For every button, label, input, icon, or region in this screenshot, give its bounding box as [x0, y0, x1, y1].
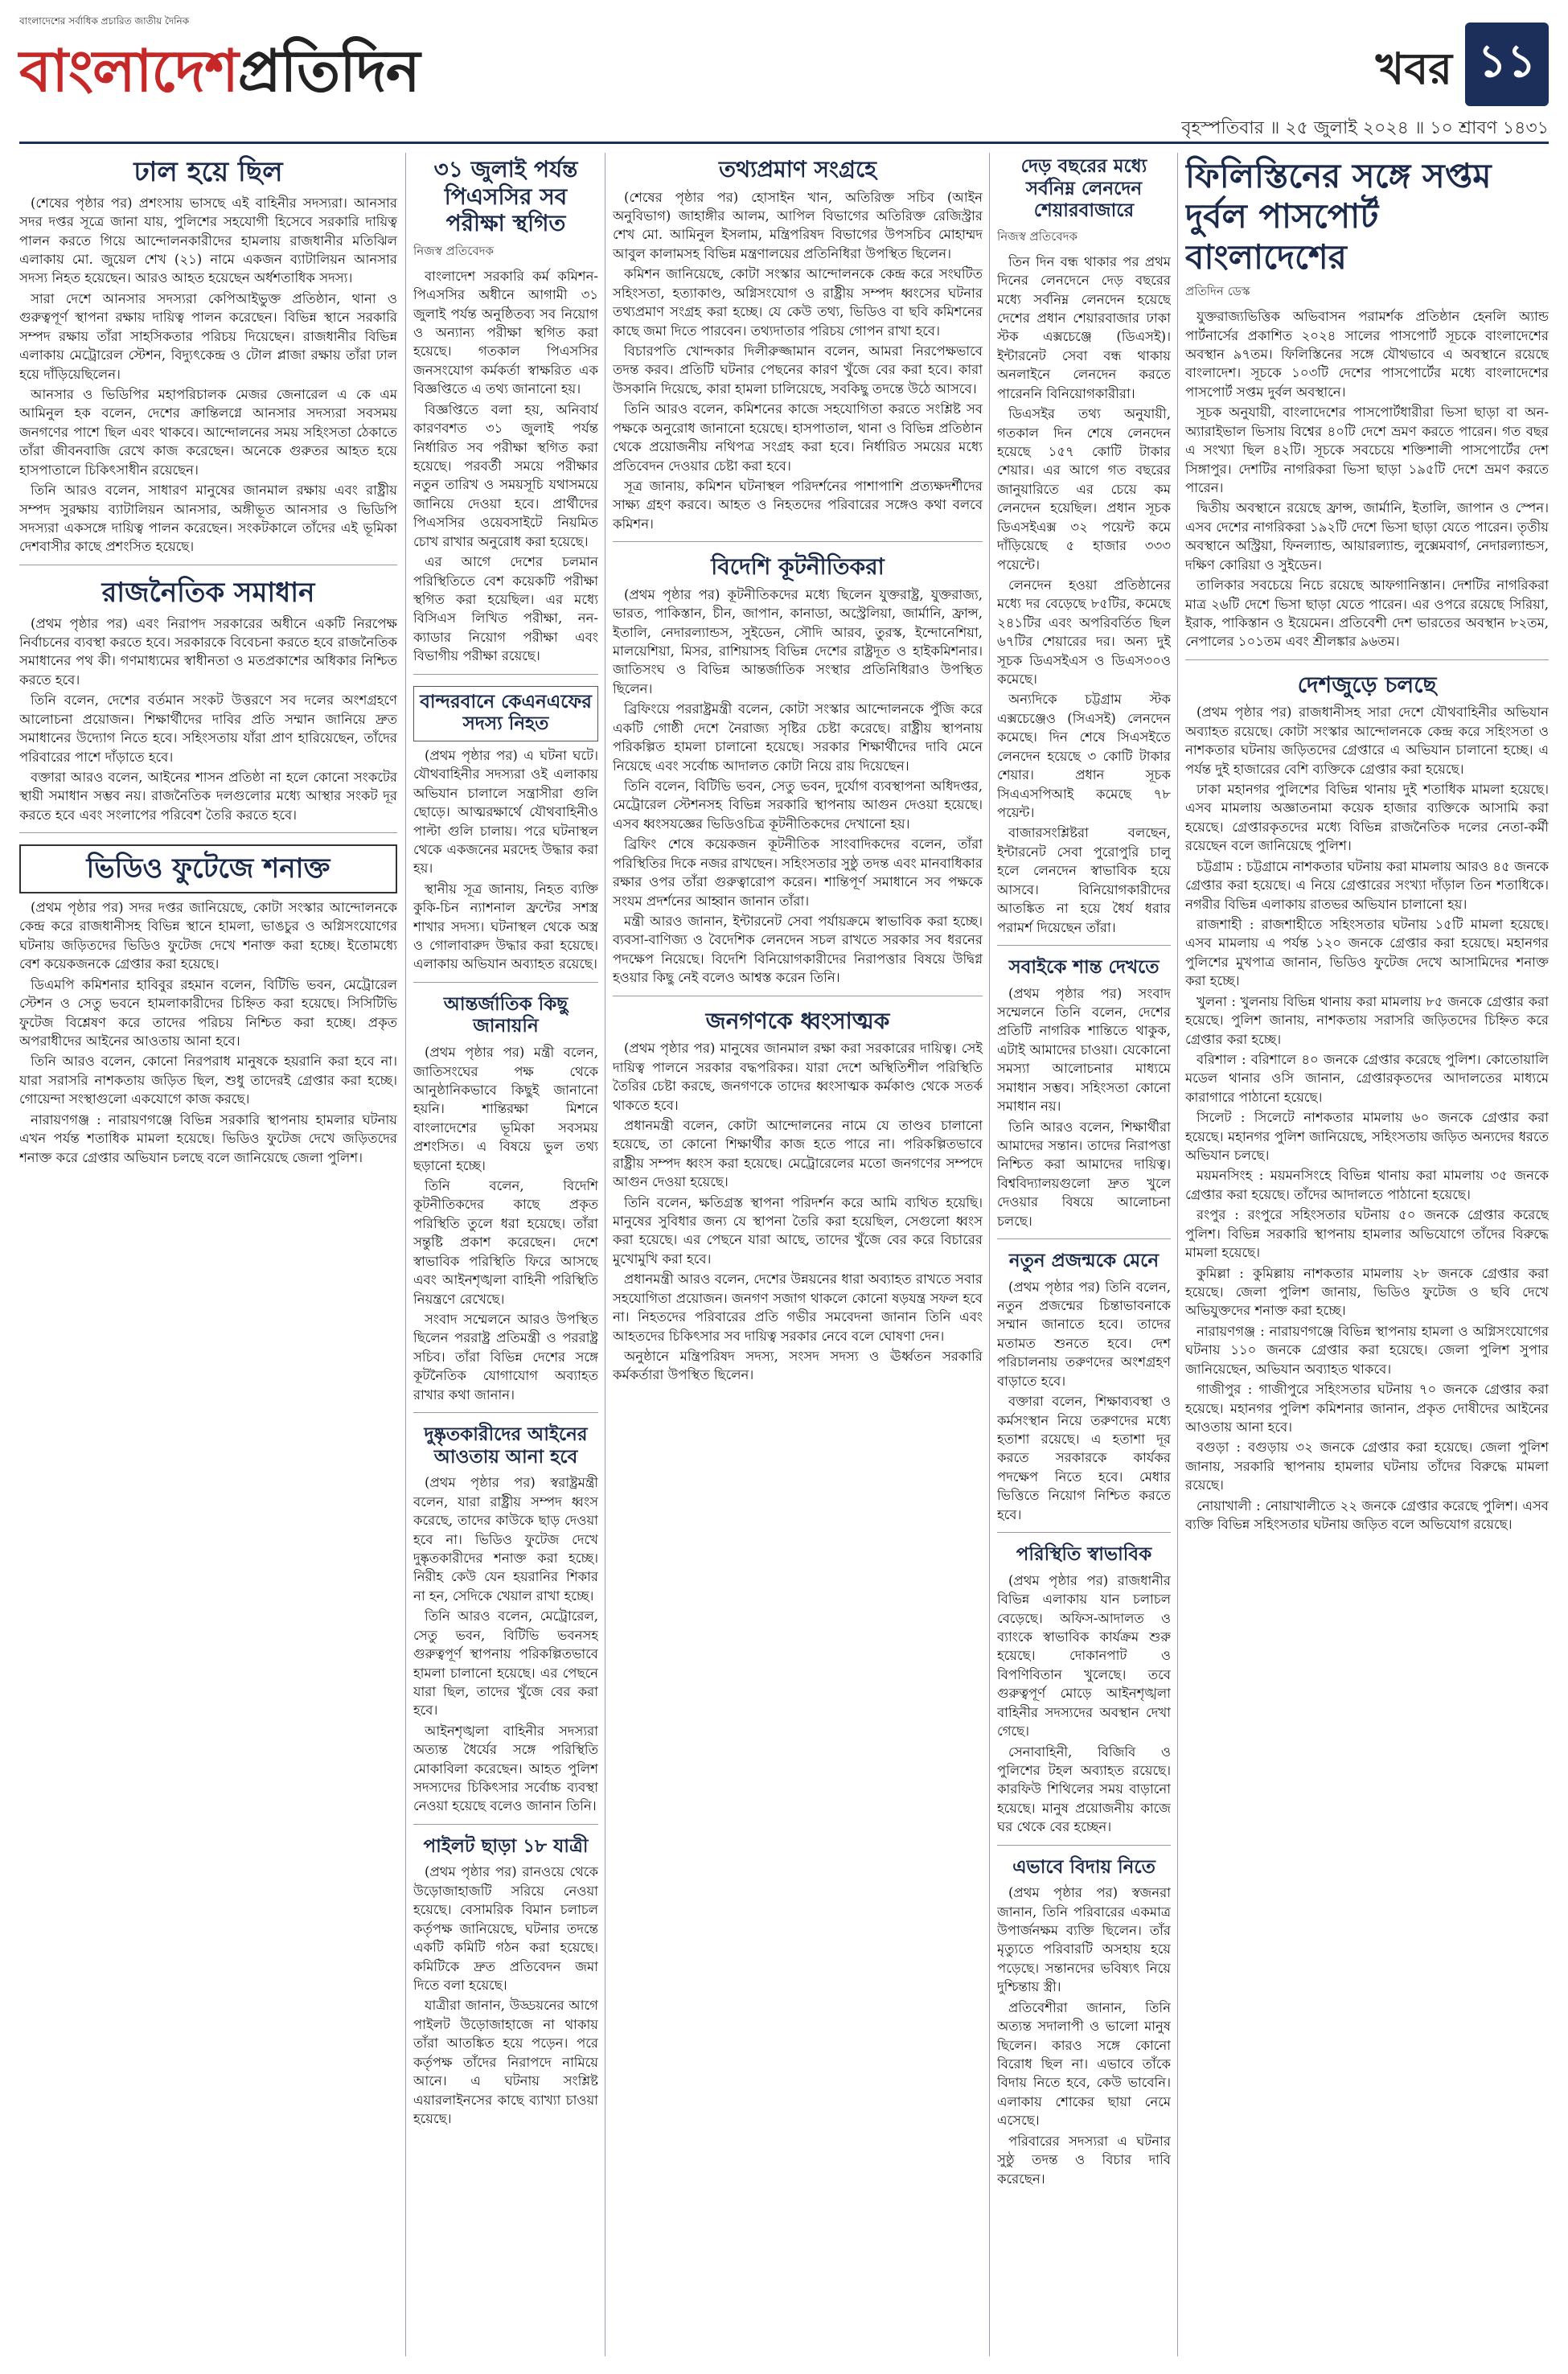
article-body [413, 746, 598, 974]
paragraph: তিনি বলেন, বিটিভি ভবন, সেতু ভবন, দুর্যোগ ব্যবস্থাপনা অধিদপ্তর, মেট্রোরেল স্টেশনসহ বিভিন্ন সরকারি স্থাপনায় আগুন দেওয়া হয়েছে। এসব ধ্বংসযজ্ঞের ভিডিওচিত্র কূটনীতিকদের দেখানো হয়। [613, 778, 983, 832]
paragraph: তিনি আরও বলেন, সাধারণ মানুষের জানমাল রক্ষায় এবং রাষ্ট্রীয় সম্পদ সুরক্ষায় ব্যাটালিয়ন আনসার, অঙ্গীভূত আনসার ও ভিডিপি সদস্যরা একসঙ্গে দায়িত্ব পালন করেছেন। সংকটকালে তাঁদের এই ভূমিকা দেশবাসীর কাছে প্রশংসিত হয়েছে। [19, 483, 397, 555]
article-body [997, 253, 1171, 937]
paragraph: অনুষ্ঠানে মন্ত্রিপরিষদ সদস্য, সংসদ সদস্য ও ঊর্ধ্বতন সরকারি কর্মকর্তারা উপস্থিত ছিলেন। [613, 1348, 983, 1383]
article-headline: ফিলিস্তিনের সঙ্গে সপ্তম দুর্বল পাসপোর্ট বাংলাদেশের [1185, 156, 1492, 277]
paragraph: তালিকার সবচেয়ে নিচে রয়েছে আফগানিস্তান। দেশটির নাগরিকরা মাত্র ২৬টি দেশে ভিসা ছাড়া যেতে পারেন। এর ওপরে রয়েছে সিরিয়া, ইরাক, পাকিস্তান ও ইয়েমেন। প্রতিবেশী দেশ ভারতের অবস্থান ৮২তম, নেপালের ১০১তম এবং শ্রীলঙ্কার ৯৬তম। [1185, 577, 1549, 650]
logo-part-1: বাংলাদেশ [19, 37, 238, 105]
article-headline: বান্দরবানে কেএনএফের সদস্য নিহত [413, 686, 598, 741]
paragraph: তিনি আরও বলেন, কোনো নিরপরাধ মানুষকে হয়রানি করা হবে না। যারা সরাসরি নাশকতায় জড়িত ছিল, শুধু তাদেরই গ্রেপ্তার করা হচ্ছে। গোয়েন্দা সংস্থাগুলো একযোগে কাজ করছে। [19, 1054, 397, 1107]
paragraph: (প্রথম পৃষ্ঠার পর) সদর দপ্তর জানিয়েছে, কোটা সংস্কার আন্দোলনকে কেন্দ্র করে রাজধানীসহ বিভিন্ন স্থানে হামলা, ভাঙচুর ও অগ্নিসংযোগের ঘটনায় জড়িতদের ভিডিও ফুটেজ দেখে শনাক্ত করা হচ্ছে। ইতোমধ্যে বেশ কয়েকজনকে গ্রেপ্তার করা হয়েছে। [19, 900, 397, 972]
article-body [1185, 703, 1549, 1534]
article-headline: দেশজুড়ে চলছে [1297, 671, 1437, 698]
paragraph: (প্রথম পৃষ্ঠার পর) এ ঘটনা ঘটে। যৌথবাহিনীর সদস্যরা ওই এলাকায় অভিযান চালালে সন্ত্রাসীরা গুলি ছোড়ে। আত্মরক্ষার্থে যৌথবাহিনীও পাল্টা গুলি চালায়। পরে ঘটনাস্থল থেকে একজনের মরদেহ উদ্ধার করা হয়। [413, 747, 598, 877]
article-headline: দুষ্কৃতকারীদের আইনের আওতায় আনা হবে [424, 1424, 588, 1468]
paragraph: বিচারপতি খোন্দকার দিলীরুজ্জামান বলেন, আমরা নিরপেক্ষভাবে তদন্ত করব। প্রতিটি ঘটনার পেছনের কারণ খুঁজে বের করা হবে। কারা উসকানি দিয়েছে, কারা হামলা চালিয়েছে, সবকিছু তদন্তে উঠে আসবে। [613, 343, 983, 396]
paragraph: চট্টগ্রাম : চট্টগ্রামে নাশকতার ঘটনায় করা মামলায় আরও ৪৫ জনকে গ্রেপ্তার করা হয়েছে। এ নিয়ে গ্রেপ্তারের সংখ্যা দাঁড়াল তিন শতাধিকে। নগরীর বিভিন্ন এলাকায় রাতভর অভিযান চালানো হয়। [1185, 858, 1549, 912]
article-byline: নিজস্ব প্রতিবেদক [413, 243, 495, 258]
masthead-page-info [1307, 23, 1549, 119]
paragraph: প্রধানমন্ত্রী বলেন, কোটা আন্দোলনের নামে যে তাণ্ডব চালানো হয়েছে, তা কোনো শিক্ষার্থীর কাজ হতে পারে না। পরিকল্পিতভাবে রাষ্ট্রীয় সম্পদ ধ্বংস করা হয়েছে। মেট্রোরেলের মতো জনগণের সম্পদে আগুন দেওয়া হয়েছে। [613, 1117, 983, 1190]
masthead-tagline: বাংলাদেশের সর্বাধিক প্রচারিত জাতীয় দৈনিক [19, 15, 190, 27]
paragraph: ঢাকা মহানগর পুলিশের বিভিন্ন থানায় দুই শতাধিক মামলা হয়েছে। এসব মামলায় অজ্ঞাতনামা কয়েক হাজার ব্যক্তিকে আসামি করা হয়েছে। গ্রেপ্তারকৃতদের মধ্যে বিভিন্ন রাজনৈতিক দলের নেতা-কর্মী রয়েছেন বলে জানিয়েছে পুলিশ। [1185, 782, 1549, 854]
article-headline: এভাবে বিদায় নিতে [1012, 1856, 1155, 1878]
article-share[interactable] [997, 153, 1171, 946]
paragraph: অন্যদিকে চট্টগ্রাম স্টক এক্সচেঞ্জেও (সিএসই) লেনদেন কমেছে। দিন শেষে সিএসইতে লেনদেন হয়েছে ৩ কোটি টাকার শেয়ার। প্রধান সূচক সিএএসপিআই কমেছে ৭৮ পয়েন্ট। [997, 692, 1171, 821]
article-shanto[interactable] [997, 954, 1171, 1239]
paragraph: (প্রথম পৃষ্ঠার পর) সংবাদ সম্মেলনে তিনি বলেন, দেশের প্রতিটি নাগরিক শান্তিতে থাকুক, এটাই আমাদের চাওয়া। যেকোনো সমস্যা আলোচনার মাধ্যমে সমাধান সম্ভব। সহিংসতা কোনো সমাধান নয়। [997, 985, 1171, 1115]
article-body [997, 1278, 1171, 1524]
paragraph: বরিশাল : বরিশালে ৪০ জনকে গ্রেপ্তার করেছে পুলিশ। কোতোয়ালি মডেল থানার ওসি জানান, গ্রেপ্তারকৃতদের আদালতের মাধ্যমে কারাগারে পাঠানো হয়েছে। [1185, 1051, 1549, 1105]
page-number: ১১ [1465, 23, 1549, 106]
paragraph: লেনদেন হওয়া প্রতিষ্ঠানের মধ্যে দর বেড়েছে ৮৫টির, কমেছে ২৪১টির এবং অপরিবর্তিত ছিল ৬৭টির শেয়ারের দর। অন্য দুই সূচক ডিএসইএস ও ডিএস৩০ও কমেছে। [997, 577, 1171, 688]
article-headline: পাইলট ছাড়া ১৮ যাত্রী [423, 1835, 589, 1857]
article-body [1185, 307, 1549, 651]
article-body [413, 1863, 598, 2128]
paragraph: স্থানীয় সূত্র জানায়, নিহত ব্যক্তি কুকি-চিন ন্যাশনাল ফ্রন্টের সশস্ত্র শাখার সদস্য। ঘটনাস্থল থেকে অস্ত্র ও গোলাবারুদ উদ্ধার করা হয়েছে। এলাকায় অভিযান অব্যাহত রয়েছে। [413, 881, 598, 972]
paragraph: (শেষের পৃষ্ঠার পর) প্রশংসায় ভাসছে এই বাহিনীর সদস্যরা। আনসার সদর দপ্তর সূত্রে জানা যায়, পুলিশের সহযোগী হিসেবে সরকারি দায়িত্ব পালন করতে গিয়ে আন্দোলনকারীদের হামলায় রাজধানীর মতিঝিল এলাকায় মো. জুয়েল শেখ (২১) নামে একজন ব্যাটালিয়ন আনসার সদস্য নিহত হয়েছেন। আরও আহত হয়েছেন অর্ধশতাধিক সদস্য। [19, 195, 397, 286]
column-1 [19, 153, 397, 2356]
article-headline: ভিডিও ফুটেজে শনাক্ত [19, 844, 397, 893]
paragraph: সংবাদ সম্মেলনে আরও উপস্থিত ছিলেন পররাষ্ট্র প্রতিমন্ত্রী ও পররাষ্ট্র সচিব। তাঁরা বিভিন্ন দেশের সঙ্গে কূটনৈতিক যোগাযোগ অব্যাহত রাখার কথা জানান। [413, 1311, 598, 1403]
paragraph: নোয়াখালী : নোয়াখালীতে ২২ জনকে গ্রেপ্তার করেছে পুলিশ। এসব ব্যক্তি বিভিন্ন সহিংসতার ঘটনায় জড়িত বলে অভিযোগ রয়েছে। [1185, 1497, 1549, 1533]
paragraph: তিনি বলেন, ক্ষতিগ্রস্ত স্থাপনা পরিদর্শন করে আমি ব্যথিত হয়েছি। মানুষের সুবিধার জন্য যে স্থাপনা তৈরি করা হয়েছিল, সেগুলো ধ্বংস করা হয়েছে। এর পেছনে যারা আছে, তাদের খুঁজে বের করে বিচারের মুখোমুখি করা হবে। [613, 1194, 983, 1267]
paragraph: বাজারসংশ্লিষ্টরা বলছেন, ইন্টারনেট সেবা পুরোপুরি চালু হলে লেনদেন স্বাভাবিক হয়ে আসবে। বিনিয়োগকারীদের আতঙ্কিত না হয়ে ধৈর্য ধরার পরামর্শ দিয়েছেন তাঁরা। [997, 825, 1171, 935]
paragraph: ডিএসইর তথ্য অনুযায়ী, গতকাল দিন শেষে লেনদেন হয়েছে ১৫৭ কোটি টাকার শেয়ার। এর আগে গত বছরের জানুয়ারিতে এর চেয়ে কম লেনদেন হয়েছিল। প্রধান সূচক ডিএসইএক্স ৩২ পয়েন্ট কমে দাঁড়িয়েছে ৫ হাজার ৩৩৩ পয়েন্টে। [997, 406, 1171, 573]
article-dhal[interactable] [19, 153, 397, 565]
article-bandarban[interactable] [413, 683, 598, 983]
paragraph: গাজীপুর : গাজীপুরে সহিংসতার ঘটনায় ৭০ জনকে গ্রেপ্তার করা হয়েছে। মহানগর পুলিশ কমিশনার জানান, প্রকৃত দোষীদের আইনের আওতায় আনা হবে। [1185, 1382, 1549, 1435]
article-headline: ঢাল হয়ে ছিল [133, 156, 283, 188]
article-body [613, 188, 983, 534]
paragraph: সেনাবাহিনী, বিজিবি ও পুলিশের টহল অব্যাহত রয়েছে। কারফিউ শিথিলের সময় বাড়ানো হয়েছে। মানুষ প্রয়োজনীয় কাজে ঘর থেকে বের হচ্ছেন। [997, 1744, 1171, 1835]
paragraph: নারায়ণগঞ্জ : নারায়ণগঞ্জে বিভিন্ন সরকারি স্থাপনায় হামলার ঘটনায় এখন পর্যন্ত শতাধিক মামলা হয়েছে। ভিডিও ফুটেজ দেখে জড়িতদের শনাক্ত করে গ্রেপ্তার অভিযান চলছে বলে জানিয়েছে জেলা পুলিশ। [19, 1111, 397, 1165]
article-headline: তথ্যপ্রমাণ সংগ্রহে [719, 156, 876, 183]
article-poristhiti[interactable] [997, 1541, 1171, 1846]
column-4 [997, 153, 1171, 2356]
newspaper-logo[interactable] [19, 31, 470, 111]
paragraph: মন্ত্রী আরও জানান, ইন্টারনেট সেবা পর্যায়ক্রমে স্বাভাবিক করা হচ্ছে। ব্যবসা-বাণিজ্য ও বৈদেশিক লেনদেন সচল রাখতে সরকার সব ধরনের পদক্ষেপ নিয়েছে। বিদেশি বিনিয়োগকারীদের নিরাপত্তার বিষয়ে উদ্বিগ্ন হওয়ার কিছু নেই বলেও আশ্বস্ত করেন তিনি। [613, 913, 983, 986]
paragraph: (প্রথম পৃষ্ঠার পর) কূটনীতিকদের মধ্যে ছিলেন যুক্তরাষ্ট্র, যুক্তরাজ্য, ভারত, পাকিস্তান, চীন, জাপান, কানাডা, অস্ট্রেলিয়া, জার্মানি, ফ্রান্স, ইতালি, নেদারল্যান্ডস, সুইডেন, সৌদি আরব, তুরস্ক, ইন্দোনেশিয়া, মালয়েশিয়া, মিসর, রাশিয়াসহ বিভিন্ন দেশের রাষ্ট্রদূত ও হাইকমিশনার। জাতিসংঘ ও বিভিন্ন আন্তর্জাতিক সংস্থার প্রতিনিধিরাও উপস্থিত ছিলেন। [613, 586, 983, 696]
article-body [613, 1039, 983, 1385]
article-dhongsho[interactable] [613, 1004, 983, 1393]
paragraph: (প্রথম পৃষ্ঠার পর) রাজধানীর বিভিন্ন এলাকায় যান চলাচল বেড়েছে। অফিস-আদালত ও ব্যাংকে স্বাভাবিক কার্যক্রম শুরু হয়েছে। দোকানপাট ও বিপণিবিতান খুলেছে। তবে গুরুত্বপূর্ণ মোড়ে আইনশৃঙ্খলা বাহিনীর সদস্যদের অবস্থান দেখা গেছে। [997, 1572, 1171, 1739]
paragraph: দ্বিতীয় অবস্থানে রয়েছে ফ্রান্স, জার্মানি, ইতালি, জাপান ও স্পেন। এসব দেশের নাগরিকরা ১৯২টি দেশে ভিসা ছাড়া যেতে পারেন। তৃতীয় অবস্থানে অস্ট্রিয়া, ফিনল্যান্ড, আয়ারল্যান্ড, লুক্সেমবার্গ, নেদারল্যান্ডস, দক্ষিণ কোরিয়া ও সুইডেন। [1185, 500, 1549, 573]
article-passport[interactable] [1185, 153, 1549, 660]
paragraph: কুমিল্লা : কুমিল্লায় নাশকতার মামলায় ২৮ জনকে গ্রেপ্তার করা হয়েছে। জেলা পুলিশ জানায়, ভিডিও ফুটেজ ও ছবি দেখে অভিযুক্তদের শনাক্ত করা হচ্ছে। [1185, 1265, 1549, 1319]
paragraph: প্রতিবেশীরা জানান, তিনি অত্যন্ত সদালাপী ও ভালো মানুষ ছিলেন। কারও সঙ্গে কোনো বিরোধ ছিল না। এভাবে তাঁকে বিদায় নিতে হবে, কেউ ভাবেনি। এলাকায় শোকের ছায়া নেমে এসেছে। [997, 1999, 1171, 2129]
paragraph: সারা দেশে আনসার সদস্যরা কেপিআইভুক্ত প্রতিষ্ঠান, থানা ও গুরুত্বপূর্ণ স্থাপনা রক্ষায় দায়িত্ব পালন করেছেন। বিভিন্ন স্থানে সরকারি সম্পদ রক্ষায় তাঁরা সাহসিকতার পরিচয় দিয়েছেন। রাজধানীর বিভিন্ন এলাকায় মেট্রোরেল স্টেশন, বিদ্যুৎকেন্দ্র ও টোল প্লাজা রক্ষায় তাঁরা ঢাল হয়ে দাঁড়িয়েছিলেন। [19, 290, 397, 382]
paragraph: তিন দিন বন্ধ থাকার পর প্রথম দিনের লেনদেনে দেড় বছরের মধ্যে সর্বনিম্ন লেনদেন হয়েছে দেশের প্রধান শেয়ারবাজার ঢাকা স্টক এক্সচেঞ্জে (ডিএসই)। ইন্টারনেট সেবা বন্ধ থাকায় অনলাইনে লেনদেন করতে পারেননি বিনিয়োগকারীরা। [997, 253, 1171, 401]
article-tathya[interactable] [613, 153, 983, 542]
article-headline: ৩১ জুলাই পর্যন্ত পিএসসির সব পরীক্ষা স্থগিত [433, 156, 578, 237]
paragraph: প্রধানমন্ত্রী আরও বলেন, দেশের উন্নয়নের ধারা অব্যাহত রাখতে সবার সহযোগিতা প্রয়োজন। জনগণ সজাগ থাকলে কোনো ষড়যন্ত্র সফল হবে না। নিহতদের পরিবারের প্রতি গভীর সমবেদনা জানান তিনি এবং আহতদের চিকিৎসার সব দায়িত্ব সরকার নেবে বলে ঘোষণা দেন। [613, 1271, 983, 1344]
article-kutnitik[interactable] [613, 550, 983, 996]
paragraph: সূচক অনুযায়ী, বাংলাদেশের পাসপোর্টধারীরা ভিসা ছাড়া বা অন-অ্যারাইভাল ভিসায় বিশ্বের ৪০টি দেশে ভ্রমণ করতে পারেন। গত বছর এ সংখ্যা ছিল ৪২টি। সূচকে সবচেয়ে শক্তিশালী পাসপোর্টের দেশ সিঙ্গাপুর। দেশটির নাগরিকরা ভিসা ছাড়া ১৯৫টি দেশে ভ্রমণ করতে পারেন। [1185, 405, 1549, 495]
column-separator [1177, 153, 1178, 2356]
column-5 [1185, 153, 1549, 2356]
article-body [997, 984, 1171, 1230]
paragraph: (শেষের পৃষ্ঠার পর) হোসাইন খান, অতিরিক্ত সচিব (আইন অনুবিভাগ) জাহাঙ্গীর আলম, আপিল বিভাগের অতিরিক্ত রেজিস্ট্রার শেখ মো. আমিনুল ইসলাম, মন্ত্রিপরিষদ বিভাগের উপসচিব মোহাম্মদ আবুল কালামসহ বিভিন্ন মন্ত্রণালয়ের প্রতিনিধিরা উপস্থিত ছিলেন। [613, 189, 983, 261]
article-headline: পরিস্থিতি স্বাভাবিক [1016, 1544, 1152, 1566]
paragraph: বগুড়া : বগুড়ায় ৩২ জনকে গ্রেপ্তার করা হয়েছে। জেলা পুলিশ জানায়, সরকারি স্থাপনায় হামলার ঘটনায় তাঁদের বিরুদ্ধে মামলা রয়েছে। [1185, 1440, 1549, 1493]
paragraph: তিনি আরও বলেন, শিক্ষার্থীরা আমাদের সন্তান। তাদের নিরাপত্তা নিশ্চিত করা আমাদের দায়িত্ব। বিশ্ববিদ্যালয়গুলো দ্রুত খুলে দেওয়ার বিষয়ে আলোচনা চলছে। [997, 1119, 1171, 1229]
masthead-logo-block [19, 14, 470, 135]
paragraph: তিনি আরও বলেন, মেট্রোরেল, সেতু ভবন, বিটিভি ভবনসহ গুরুত্বপূর্ণ স্থাপনায় পরিকল্পিতভাবে হামলা চালানো হয়েছে। এর পেছনে যারা ছিল, তাদের খুঁজে বের করা হবে। [413, 1608, 598, 1719]
article-janalap[interactable] [413, 991, 598, 1413]
paragraph: আইনশৃঙ্খলা বাহিনীর সদস্যরা অত্যন্ত ধৈর্যের সঙ্গে পরিস্থিতি মোকাবিলা করেছেন। আহত পুলিশ সদস্যদের চিকিৎসার সর্বোচ্চ ব্যবস্থা নেওয়া হয়েছে বলেও জানান তিনি। [413, 1723, 598, 1814]
paragraph: বক্তারা বলেন, শিক্ষাব্যবস্থা ও কর্মসংস্থান নিয়ে তরুণদের মধ্যে হতাশা রয়েছে। এ হতাশা দূর করতে সরকারকে কার্যকর পদক্ষেপ নিতে হবে। মেধার ভিত্তিতে নিয়োগ নিশ্চিত করতে হবে। [997, 1394, 1171, 1522]
paragraph: ময়মনসিংহ : ময়মনসিংহে বিভিন্ন থানায় করা মামলায় ৩৫ জনকে গ্রেপ্তার করা হয়েছে। তাঁদের আদালতে পাঠানো হয়েছে। [1185, 1168, 1549, 1202]
article-biday[interactable] [997, 1854, 1171, 2196]
paragraph: তিনি বলেন, দেশের বর্তমান সংকট উত্তরণে সব দলের অংশগ্রহণে আলোচনা প্রয়োজন। শিক্ষার্থীদের দাবির প্রতি সম্মান জানিয়ে দ্রুত সমাধানের উদ্যোগ নিতে হবে। সহিংসতায় যাঁরা প্রাণ হারিয়েছেন, তাঁদের পরিবারের পাশে দাঁড়াতে হবে। [19, 692, 397, 765]
article-headline: রাজনৈতিক সমাধান [101, 576, 315, 609]
article-body [997, 1571, 1171, 1837]
paragraph: বিজ্ঞপ্তিতে বলা হয়, অনিবার্য কারণবশত ৩১ জুলাই পর্যন্ত নির্ধারিত সব পরীক্ষা স্থগিত করা হয়েছে। পরবর্তী সময়ে পরীক্ষার নতুন তারিখ ও সময়সূচি যথাসময়ে জানিয়ে দেওয়া হবে। প্রার্থীদের পিএসসির ওয়েবসাইটে নিয়মিত চোখ রাখার অনুরোধ করা হয়েছে। [413, 401, 598, 549]
masthead [19, 14, 1549, 138]
article-headline: বিদেশি কূটনীতিকরা [711, 553, 885, 581]
article-body [19, 898, 397, 1167]
paragraph: বাংলাদেশ সরকারি কর্ম কমিশন-পিএসসির অধীনে আগামী ৩১ জুলাই পর্যন্ত অনুষ্ঠিতব্য সব নিয়োগ ও অন্যান্য পরীক্ষা স্থগিত করা হয়েছে। গতকাল পিএসসির জনসংযোগ কর্মকর্তা স্বাক্ষরিত এক বিজ্ঞপ্তিতে এ তথ্য জানানো হয়। [413, 268, 598, 397]
article-deshjure[interactable] [1185, 668, 1549, 1542]
article-video[interactable] [19, 841, 397, 1175]
paragraph: ডিএমপি কমিশনার হাবিবুর রহমান বলেন, বিটিভি ভবন, মেট্রোরেল স্টেশন ও সেতু ভবনে হামলাকারীদের চিহ্নিত করা হয়েছে। সিসিটিভি ফুটেজ বিশ্লেষণ করে তাদের পরিচয় নিশ্চিত করা হচ্ছে। প্রকৃত অপরাধীদের আইনের আওতায় আনা হবে। [19, 976, 397, 1049]
article-body [613, 585, 983, 988]
paragraph: (প্রথম পৃষ্ঠার পর) স্বজনরা জানান, তিনি পরিবারের একমাত্র উপার্জনক্ষম ব্যক্তি ছিলেন। তাঁর মৃত্যুতে পরিবারটি অসহায় হয়ে পড়েছে। সন্তানদের ভবিষ্যৎ নিয়ে দুশ্চিন্তায় স্ত্রী। [997, 1885, 1171, 1995]
article-body [19, 614, 397, 825]
article-byline: নিজস্ব প্রতিবেদক [997, 228, 1078, 244]
article-body [997, 1883, 1171, 2188]
paragraph: (প্রথম পৃষ্ঠার পর) মন্ত্রী বলেন, জাতিসংঘের পক্ষ থেকে আনুষ্ঠানিকভাবে কিছুই জানানো হয়নি। শান্তিরক্ষা মিশনে বাংলাদেশের ভূমিকা সবসময় প্রশংসিত। এ বিষয়ে ভুল তথ্য ছড়ানো হচ্ছে। [413, 1045, 598, 1173]
section-name: খবর [1375, 43, 1452, 94]
article-body [19, 194, 397, 557]
paragraph: পরিবারের সদস্যরা এ ঘটনার সুষ্ঠু তদন্ত ও বিচার দাবি করেছেন। [997, 2133, 1171, 2187]
paragraph: কমিশন জানিয়েছে, কোটা সংস্কার আন্দোলনকে কেন্দ্র করে সংঘটিত সহিংসতা, হত্যাকাণ্ড, অগ্নিসংযোগ ও রাষ্ট্রীয় সম্পদ ধ্বংসের ঘটনার তথ্যপ্রমাণ সংগ্রহ করা হচ্ছে। যে কেউ তথ্য, ভিডিও বা ছবি কমিশনের কাছে জমা দিতে পারবেন। তথ্যদাতার পরিচয় গোপন রাখা হবে। [613, 266, 983, 339]
article-headline: আন্তর্জাতিক কিছু জানায়নি [443, 993, 569, 1037]
paragraph: (প্রথম পৃষ্ঠার পর) মানুষের জানমাল রক্ষা করা সরকারের দায়িত্ব। সেই দায়িত্ব পালনে সরকার বদ্ধপরিকর। যারা দেশে অস্থিতিশীল পরিস্থিতি তৈরির চেষ্টা করছে, জনগণকে তাদের ধ্বংসাত্মক কর্মকাণ্ড থেকে সতর্ক থাকতে হবে। [613, 1041, 983, 1113]
paragraph: ব্রিফিং শেষে কয়েকজন কূটনীতিক সাংবাদিকদের বলেন, তাঁরা পরিস্থিতির দিকে নজর রাখছেন। সহিংসতার সুষ্ঠু তদন্ত এবং মানবাধিকার রক্ষার ওপর তাঁরা গুরুত্বারোপ করেন। শান্তিপূর্ণ সমাধানে সব পক্ষকে সংযম প্রদর্শনের আহ্বান জানান তাঁরা। [613, 836, 983, 909]
paragraph: (প্রথম পৃষ্ঠার পর) এবং নিরাপদ সরকারের অধীনে একটি নিরপেক্ষ নির্বাচনের ব্যবস্থা করতে হবে। সরকারকে বিবেচনা করতে হবে রাজনৈতিক সমাধানের পথ কী। গণমাধ্যমের স্বাধীনতা ও মতপ্রকাশের অধিকার নিশ্চিত করতে হবে। [19, 615, 397, 688]
article-headline: সবাইকে শান্ত দেখতে [1008, 956, 1160, 978]
logo-part-2: প্রতিদিন [237, 37, 420, 105]
paragraph: তিনি বলেন, বিদেশি কূটনীতিকদের কাছে প্রকৃত পরিস্থিতি তুলে ধরা হয়েছে। তাঁরা সন্তুষ্টি প্রকাশ করেছেন। দেশে স্বাভাবিক পরিস্থিতি ফিরে আসছে এবং আইনশৃঙ্খলা বাহিনী পরিস্থিতি নিয়ন্ত্রণে রেখেছে। [413, 1178, 598, 1307]
article-headline: দেড় বছরের মধ্যে সর্বনিম্ন লেনদেন শেয়ারবাজারে [1020, 156, 1147, 222]
paragraph: নারায়ণগঞ্জ : নারায়ণগঞ্জে বিভিন্ন স্থাপনায় হামলা ও অগ্নিসংযোগের ঘটনায় ১১০ জনকে গ্রেপ্তার করা হয়েছে। জেলা পুলিশ সুপার জানিয়েছেন, অভিযান অব্যাহত থাকবে। [1185, 1323, 1549, 1377]
article-body [413, 267, 598, 666]
article-byline: প্রতিদিন ডেস্ক [1185, 284, 1250, 299]
paragraph: সিলেট : সিলেটে নাশকতার মামলায় ৬০ জনকে গ্রেপ্তার করা হয়েছে। মহানগর পুলিশ জানিয়েছে, সহিংসতায় জড়িত অন্যদের ধরতে অভিযান চলছে। [1185, 1110, 1549, 1164]
paragraph: যাত্রীরা জানান, উড্ডয়নের আগে পাইলট উড়োজাহাজে না থাকায় তাঁরা আতঙ্কিত হয়ে পড়েন। পরে কর্তৃপক্ষ তাঁদের নিরাপদে নামিয়ে আনে। এ ঘটনায় সংশ্লিষ্ট এয়ারলাইনসের কাছে ব্যাখ্যা চাওয়া হয়েছে। [413, 1998, 598, 2126]
article-headline: জনগণকে ধ্বংসাত্মক [705, 1007, 890, 1034]
paragraph: এর আগে দেশের চলমান পরিস্থিতিতে বেশ কয়েকটি পরীক্ষা স্থগিত করা হয়েছিল। এর মধ্যে বিসিএস লিখিত পরীক্ষা, নন-ক্যাডার নিয়োগ পরীক্ষা এবং বিভাগীয় পরীক্ষা রয়েছে। [413, 554, 598, 664]
column-separator [989, 153, 990, 2356]
dateline: বৃহস্পতিবার ॥ ২৫ জুলাই ২০২৪ ॥ ১০ শ্রাবণ ১৪৩১ [1181, 118, 1549, 138]
paragraph: সূত্র জানায়, কমিশন ঘটনাস্থল পরিদর্শনের পাশাপাশি প্রত্যক্ষদর্শীদের সাক্ষ্য গ্রহণ করবে। আহত ও নিহতদের পরিবারের সঙ্গেও কথা বলবে কমিশন। [613, 478, 983, 532]
paragraph: (প্রথম পৃষ্ঠার পর) স্বরাষ্ট্রমন্ত্রী বলেন, যারা রাষ্ট্রীয় সম্পদ ধ্বংস করেছে, তাদের কাউকে ছাড় দেওয়া হবে না। ভিডিও ফুটেজ দেখে দুষ্কৃতকারীদের শনাক্ত করা হচ্ছে। নিরীহ কেউ যেন হয়রানির শিকার না হন, সেদিকে খেয়াল রাখা হচ্ছে। [413, 1475, 598, 1604]
paragraph: (প্রথম পৃষ্ঠার পর) রানওয়ে থেকে উড়োজাহাজটি সরিয়ে নেওয়া হয়েছে। বেসামরিক বিমান চলাচল কর্তৃপক্ষ জানিয়েছে, ঘটনার তদন্তে একটি কমিটি গঠন করা হয়েছে। কমিটিকে দ্রুত প্রতিবেদন জমা দিতে বলা হয়েছে। [413, 1864, 598, 1993]
paragraph: রংপুর : রংপুরে সহিংসতার ঘটনায় ৫০ জনকে গ্রেপ্তার করেছে পুলিশ। বিভিন্ন সরকারি স্থাপনায় হামলার অভিযোগে তাঁদের বিরুদ্ধে মামলা হয়েছে। [1185, 1207, 1549, 1261]
paragraph: রাজশাহী : রাজশাহীতে সহিংসতার ঘটনায় ১৫টি মামলা হয়েছে। এসব মামলায় এ পর্যন্ত ১২০ জনকে গ্রেপ্তার করা হয়েছে। মহানগর পুলিশের মুখপাত্র জানান, ভিডিও ফুটেজ দেখে আসামিদের শনাক্ত করা হচ্ছে। [1185, 917, 1549, 989]
article-bsc[interactable] [413, 153, 598, 675]
column-separator [405, 153, 406, 2356]
article-headline: নতুন প্রজন্মকে মেনে [1008, 1251, 1160, 1272]
article-body [413, 1043, 598, 1404]
paragraph: (প্রথম পৃষ্ঠার পর) তিনি বলেন, নতুন প্রজন্মের চিন্তাভাবনাকে সম্মান জানাতে হবে। তাদের মতামত শুনতে হবে। দেশ পরিচালনায় তরুণদের অংশগ্রহণ বাড়াতে হবে। [997, 1279, 1171, 1389]
column-3 [613, 153, 983, 2356]
article-projonmo[interactable] [997, 1247, 1171, 1533]
article-body [413, 1473, 598, 1816]
article-rajnoitik[interactable] [19, 573, 397, 833]
paragraph: যুক্তরাজ্যভিত্তিক অভিবাসন পরামর্শক প্রতিষ্ঠান হেনলি অ্যান্ড পার্টনার্সের প্রকাশিত ২০২৪ সালের পাসপোর্ট সূচকে বাংলাদেশের অবস্থান ৯৭তম। ফিলিস্তিনের সঙ্গে যৌথভাবে এ অবস্থানে রয়েছে বাংলাদেশ। সূচকে ১০৩টি দেশের পাসপোর্টের মধ্যে বাংলাদেশের পাসপোর্ট সপ্তম দুর্বল অবস্থানে। [1185, 309, 1549, 400]
article-pilot[interactable] [413, 1833, 598, 2137]
paragraph: (প্রথম পৃষ্ঠার পর) রাজধানীসহ সারা দেশে যৌথবাহিনীর অভিযান অব্যাহত রয়েছে। কোটা সংস্কার আন্দোলনকে কেন্দ্র করে সহিংসতা ও নাশকতার ঘটনায় জড়িতদের গ্রেপ্তারে এ অভিযান চালানো হচ্ছে। এ পর্যন্ত দুই হাজারের বেশি ব্যক্তিকে গ্রেপ্তার করা হয়েছে। [1185, 704, 1549, 777]
column-2 [413, 153, 598, 2356]
article-dushkriti[interactable] [413, 1421, 598, 1825]
masthead-rule [19, 142, 1549, 144]
paragraph: ব্রিফিংয়ে পররাষ্ট্রমন্ত্রী বলেন, কোটা সংস্কার আন্দোলনকে পুঁজি করে একটি গোষ্ঠী দেশে নৈরাজ্য সৃষ্টির চেষ্টা করেছে। রাষ্ট্রীয় স্থাপনায় পরিকল্পিত হামলা চালানো হয়েছে। সরকার শিক্ষার্থীদের দাবি মেনে নিয়েছে এবং সর্বোচ্চ আদালত কোটা নিয়ে রায় দিয়েছেন। [613, 701, 983, 774]
paragraph: খুলনা : খুলনায় বিভিন্ন থানায় করা মামলায় ৮৫ জনকে গ্রেপ্তার করা হয়েছে। পুলিশ জানায়, নাশকতায় সরাসরি জড়িতদের চিহ্নিত করে গ্রেপ্তার করা হচ্ছে। [1185, 993, 1549, 1047]
paragraph: আনসার ও ভিডিপির মহাপরিচালক মেজর জেনারেল এ কে এম আমিনুল হক বলেন, দেশের ক্রান্তিলগ্নে আনসার সদস্যরা সবসময় জনগণের পাশে ছিল এবং থাকবে। আন্দোলনের সময় সহিংসতা ঠেকাতে তাঁরা জীবনবাজি রেখে কাজ করেছেন। অনেকে গুরুতর আহত হয়ে হাসপাতালে চিকিৎসাধীন রয়েছেন। [19, 387, 397, 478]
paragraph: তিনি আরও বলেন, কমিশনের কাজে সহযোগিতা করতে সংশ্লিষ্ট সব পক্ষকে অনুরোধ জানানো হয়েছে। হাসপাতাল, থানা ও বিভিন্ন প্রতিষ্ঠান থেকে প্রয়োজনীয় নথিপত্র সংগ্রহ করা হবে। নির্ধারিত সময়ের মধ্যে প্রতিবেদন দেওয়ার চেষ্টা করা হবে। [613, 401, 983, 474]
paragraph: বক্তারা আরও বলেন, আইনের শাসন প্রতিষ্ঠা না হলে কোনো সংকটের স্থায়ী সমাধান সম্ভব নয়। রাজনৈতিক দলগুলোর মধ্যে আস্থার সংকট দূর করতে হবে এবং সংলাপের পরিবেশ তৈরি করতে হবে। [19, 769, 397, 823]
